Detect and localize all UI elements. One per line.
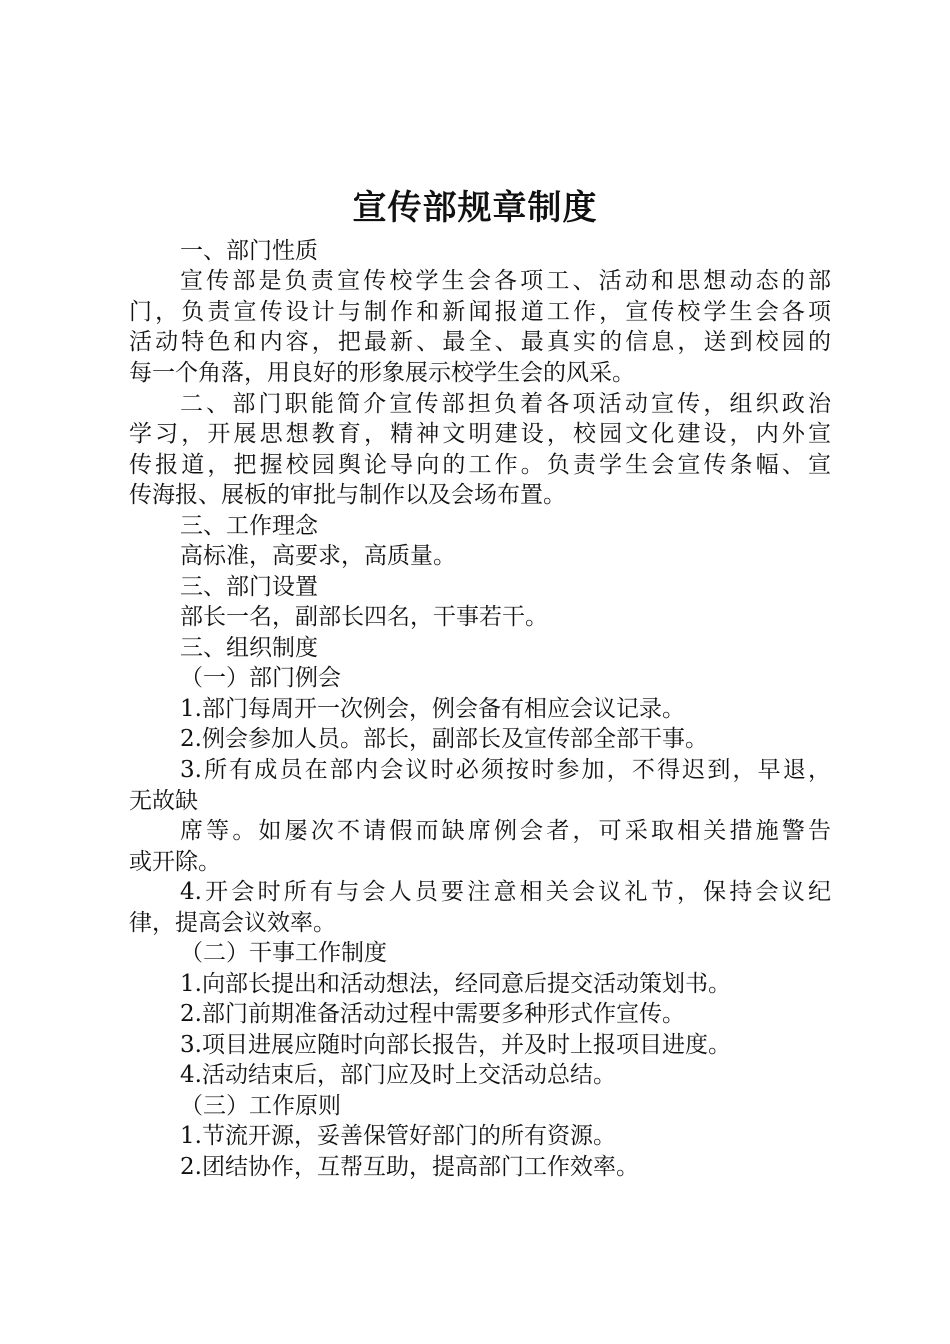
paragraph-line: 或开除。 bbox=[129, 849, 221, 875]
subsection-heading: （三）工作原则 bbox=[180, 1093, 341, 1119]
paragraph-line: 传海报、展板的审批与制作以及会场布置。 bbox=[129, 482, 566, 508]
paragraph-line: 每一个角落，用良好的形象展示校学生会的风采。 bbox=[129, 360, 635, 386]
document-title: 宣传部规章制度 bbox=[352, 188, 598, 228]
section-heading: 三、工作理念 bbox=[180, 513, 318, 539]
paragraph-line: 宣传部是负责宣传校学生会各项工、活动和思想动态的部 bbox=[180, 268, 831, 294]
list-item: 2.团结协作，互帮互助，提高部门工作效率。 bbox=[180, 1154, 639, 1180]
list-item: 3.项目进展应随时向部长报告，并及时上报项目进度。 bbox=[180, 1032, 731, 1058]
subsection-heading: （二）干事工作制度 bbox=[180, 940, 387, 966]
list-item: 4.开会时所有与会人员要注意相关会议礼节，保持会议纪 bbox=[180, 879, 831, 905]
paragraph-line: 二、部门职能简介宣传部担负着各项活动宣传，组织政治 bbox=[180, 391, 831, 417]
paragraph-line: 门，负责宣传设计与制作和新闻报道工作，宣传校学生会各项 bbox=[129, 299, 831, 325]
list-item: 2.部门前期准备活动过程中需要多种形式作宣传。 bbox=[180, 1001, 685, 1027]
subsection-heading: （一）部门例会 bbox=[180, 665, 341, 691]
list-item: 1.向部长提出和活动想法，经同意后提交活动策划书。 bbox=[180, 971, 731, 997]
paragraph-line: 传报道，把握校园舆论导向的工作。负责学生会宣传条幅、宣 bbox=[129, 452, 831, 478]
paragraph-line: 部长一名，副部长四名，干事若干。 bbox=[180, 604, 548, 630]
list-item-continuation: 律，提高会议效率。 bbox=[129, 910, 336, 936]
paragraph-line: 学习，开展思想教育，精神文明建设，校园文化建设，内外宣 bbox=[129, 421, 831, 447]
paragraph-line: 活动特色和内容，把最新、最全、最真实的信息，送到校园的 bbox=[129, 329, 831, 355]
section-heading: 三、组织制度 bbox=[180, 635, 318, 661]
list-item: 1.节流开源，妥善保管好部门的所有资源。 bbox=[180, 1123, 616, 1149]
list-item: 2.例会参加人员。部长，副部长及宣传部全部干事。 bbox=[180, 726, 708, 752]
list-item: 1.部门每周开一次例会，例会备有相应会议记录。 bbox=[180, 696, 685, 722]
section-heading: 一、部门性质 bbox=[180, 238, 318, 264]
list-item-continuation: 无故缺 bbox=[129, 788, 198, 814]
paragraph-line: 高标准，高要求，高质量。 bbox=[180, 543, 456, 569]
list-item: 4.活动结束后，部门应及时上交活动总结。 bbox=[180, 1062, 616, 1088]
section-heading: 三、部门设置 bbox=[180, 574, 318, 600]
list-item: 3.所有成员在部内会议时必须按时参加，不得迟到，早退， bbox=[180, 757, 831, 783]
paragraph-line: 席等。如屡次不请假而缺席例会者，可采取相关措施警告 bbox=[180, 818, 831, 844]
